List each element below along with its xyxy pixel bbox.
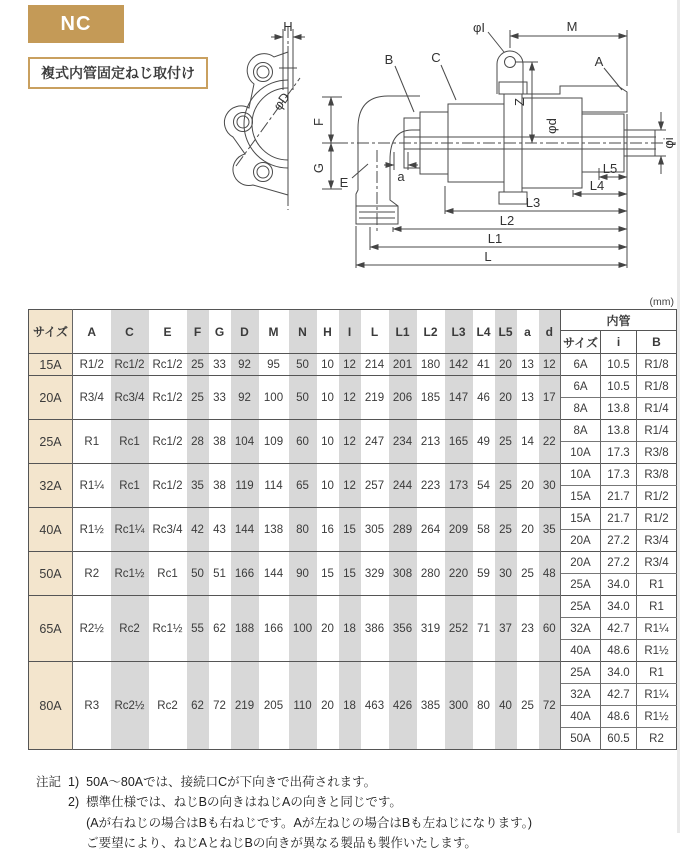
inner-size-cell: 10A	[561, 464, 601, 486]
table-cell: 100	[259, 376, 289, 420]
table-cell: 214	[361, 354, 389, 376]
dim-label-e: E	[339, 175, 349, 190]
table-cell: 25	[517, 552, 539, 596]
table-cell: 41	[473, 354, 495, 376]
table-cell: 110	[289, 662, 317, 750]
col-header-size: サイズ	[29, 310, 73, 354]
dim-label-l: L	[484, 249, 492, 264]
table-cell: 426	[389, 662, 417, 750]
table-cell: 20	[495, 354, 517, 376]
table-cell: 80	[473, 662, 495, 750]
table-cell: 252	[445, 596, 473, 662]
table-cell: 308	[389, 552, 417, 596]
note-lines	[86, 792, 532, 853]
table-cell: 173	[445, 464, 473, 508]
inner-size-cell: 6A	[561, 354, 601, 376]
table-row	[29, 420, 677, 442]
table-cell: 25	[495, 420, 517, 464]
table-cell: 49	[473, 420, 495, 464]
table-cell: R1	[73, 420, 111, 464]
main-sectional-view	[336, 51, 676, 232]
table-cell: 12	[339, 420, 361, 464]
table-cell: 60	[539, 596, 561, 662]
row-size-cell: 80A	[29, 662, 73, 750]
col-header-A: A	[73, 310, 111, 354]
table-cell: 50	[289, 354, 317, 376]
table-cell: R3/4	[637, 552, 677, 574]
table-cell: R1/8	[637, 376, 677, 398]
table-cell: 12	[539, 354, 561, 376]
table-cell: 147	[445, 376, 473, 420]
row-size-cell: 25A	[29, 420, 73, 464]
table-cell: Rc2	[111, 596, 149, 662]
table-cell: 34.0	[601, 596, 637, 618]
table-cell: Rc1	[149, 552, 187, 596]
table-cell: 10	[317, 464, 339, 508]
dim-label-phi-d-shaft: φd	[544, 118, 559, 134]
table-cell: 244	[389, 464, 417, 508]
col-header-M: M	[259, 310, 289, 354]
dim-label-phi-i-lug: φI	[472, 20, 486, 35]
table-row	[29, 552, 677, 574]
note-lines	[86, 772, 376, 792]
table-cell: Rc1	[111, 420, 149, 464]
notes-prefix: 注記	[36, 775, 62, 789]
table-cell: Rc1/2	[149, 420, 187, 464]
table-cell: 12	[339, 464, 361, 508]
table-cell: 27.2	[601, 530, 637, 552]
inner-size-cell: 32A	[561, 618, 601, 640]
table-cell: 20	[495, 376, 517, 420]
table-cell: Rc1/2	[149, 376, 187, 420]
table-cell: 46	[473, 376, 495, 420]
col-header-d: d	[539, 310, 561, 354]
table-cell: 92	[231, 376, 259, 420]
table-cell: 51	[209, 552, 231, 596]
inner-pipe-group-header: 内管	[561, 310, 677, 331]
table-cell: Rc1	[111, 464, 149, 508]
col-header-G: G	[209, 310, 231, 354]
col-header-L5: L5	[495, 310, 517, 354]
table-cell: Rc3/4	[149, 508, 187, 552]
table-cell: R3/4	[73, 376, 111, 420]
inner-col-header-i: i	[601, 331, 637, 354]
table-cell: 48.6	[601, 706, 637, 728]
table-cell: 463	[361, 662, 389, 750]
table-cell: 35	[187, 464, 209, 508]
row-size-cell: 50A	[29, 552, 73, 596]
table-cell: 20	[317, 662, 339, 750]
note-number: 1)	[68, 775, 80, 789]
inner-size-cell: 40A	[561, 640, 601, 662]
table-cell: R1¼	[637, 684, 677, 706]
table-cell: R1¼	[73, 464, 111, 508]
table-cell: R1/4	[637, 398, 677, 420]
table-cell: R1½	[637, 640, 677, 662]
inner-size-cell: 15A	[561, 486, 601, 508]
table-cell: 220	[445, 552, 473, 596]
table-cell: R2½	[73, 596, 111, 662]
col-header-F: F	[187, 310, 209, 354]
table-cell: 65	[289, 464, 317, 508]
table-cell: 17.3	[601, 464, 637, 486]
inner-size-cell: 25A	[561, 662, 601, 684]
table-cell: 30	[539, 464, 561, 508]
table-cell: 21.7	[601, 486, 637, 508]
series-code-badge: NC	[28, 5, 124, 43]
table-cell: Rc1½	[111, 552, 149, 596]
table-cell: R3/4	[637, 530, 677, 552]
table-cell: R1/2	[637, 486, 677, 508]
table-cell: R2	[73, 552, 111, 596]
spec-table	[28, 309, 677, 750]
note-line: (Aが右ねじの場合はBも右ねじです。Aが左ねじの場合はBも左ねじになります。)	[86, 815, 533, 830]
table-cell: 319	[417, 596, 445, 662]
table-cell: 185	[417, 376, 445, 420]
table-cell: 40	[495, 662, 517, 750]
table-cell: R3	[73, 662, 111, 750]
col-header-a: a	[517, 310, 539, 354]
table-cell: 35	[539, 508, 561, 552]
table-cell: 33	[209, 376, 231, 420]
col-header-L3: L3	[445, 310, 473, 354]
table-cell: 54	[473, 464, 495, 508]
table-cell: Rc2½	[111, 662, 149, 750]
table-cell: 18	[339, 596, 361, 662]
col-header-N: N	[289, 310, 317, 354]
unit-label: (mm)	[649, 296, 674, 308]
table-row	[29, 596, 677, 618]
inner-size-cell: 32A	[561, 684, 601, 706]
table-cell: 34.0	[601, 574, 637, 596]
table-cell: 356	[389, 596, 417, 662]
table-cell: 21.7	[601, 508, 637, 530]
dim-label-h: H	[283, 19, 293, 34]
dimension-table-section	[28, 296, 676, 750]
table-cell: 386	[361, 596, 389, 662]
table-cell: 60	[289, 420, 317, 464]
table-cell: 38	[209, 420, 231, 464]
table-cell: 48	[539, 552, 561, 596]
dim-label-z: Z	[512, 98, 527, 106]
table-cell: 219	[231, 662, 259, 750]
table-cell: R2	[637, 728, 677, 750]
table-cell: 14	[517, 420, 539, 464]
table-cell: 25	[187, 376, 209, 420]
table-cell: 201	[389, 354, 417, 376]
table-cell: R1/4	[637, 420, 677, 442]
spec-table-body	[29, 354, 677, 750]
table-cell: 62	[187, 662, 209, 750]
col-header-L2: L2	[417, 310, 445, 354]
table-cell: 28	[187, 420, 209, 464]
dim-label-l2: L2	[499, 213, 515, 228]
table-cell: 90	[289, 552, 317, 596]
table-cell: 12	[339, 376, 361, 420]
col-header-D: D	[231, 310, 259, 354]
table-cell: 25	[495, 464, 517, 508]
col-header-L: L	[361, 310, 389, 354]
table-cell: Rc3/4	[111, 376, 149, 420]
table-cell: 114	[259, 464, 289, 508]
inner-col-header-size: サイズ	[561, 331, 601, 354]
table-cell: 92	[231, 354, 259, 376]
table-cell: 142	[445, 354, 473, 376]
table-cell: 144	[259, 552, 289, 596]
table-cell: 264	[417, 508, 445, 552]
table-cell: 15	[339, 508, 361, 552]
table-cell: 13.8	[601, 398, 637, 420]
row-size-cell: 32A	[29, 464, 73, 508]
col-header-L1: L1	[389, 310, 417, 354]
table-cell: 144	[231, 508, 259, 552]
table-cell: 329	[361, 552, 389, 596]
table-cell: 300	[445, 662, 473, 750]
dim-label-l4: L4	[589, 178, 605, 193]
table-cell: 138	[259, 508, 289, 552]
row-size-cell: 40A	[29, 508, 73, 552]
dim-label-phi-i-shaft: φi	[661, 137, 676, 149]
col-header-E: E	[149, 310, 187, 354]
table-cell: 22	[539, 420, 561, 464]
note-number: 2)	[68, 795, 80, 810]
table-cell: 12	[339, 354, 361, 376]
page-header-area	[0, 0, 680, 294]
inner-size-cell: 10A	[561, 442, 601, 464]
table-cell: 23	[517, 596, 539, 662]
table-cell: 33	[209, 354, 231, 376]
table-cell: Rc1¼	[111, 508, 149, 552]
table-cell: 166	[231, 552, 259, 596]
dim-label-m: M	[566, 19, 578, 34]
table-cell: 10.5	[601, 354, 637, 376]
table-cell: 234	[389, 420, 417, 464]
dim-label-l3: L3	[525, 195, 541, 210]
table-row	[29, 464, 677, 486]
table-cell: 27.2	[601, 552, 637, 574]
table-cell: 25	[517, 662, 539, 750]
dim-label-g: G	[311, 162, 326, 174]
table-cell: R1½	[73, 508, 111, 552]
table-cell: 71	[473, 596, 495, 662]
dim-label-c: C	[431, 50, 441, 65]
table-cell: 60.5	[601, 728, 637, 750]
table-cell: 50	[289, 376, 317, 420]
table-cell: R1	[637, 662, 677, 684]
table-cell: 13	[517, 376, 539, 420]
dim-label-l1: L1	[487, 231, 503, 246]
table-cell: 80	[289, 508, 317, 552]
table-cell: 16	[317, 508, 339, 552]
table-cell: 30	[495, 552, 517, 596]
note-line: 50A〜80Aでは、接続口Cが下向きで出荷されます。	[86, 775, 377, 789]
spec-table-head	[29, 310, 677, 354]
table-cell: 109	[259, 420, 289, 464]
table-cell: R3/8	[637, 464, 677, 486]
table-cell: 13.8	[601, 420, 637, 442]
table-cell: 15	[317, 552, 339, 596]
table-row	[29, 508, 677, 530]
table-cell: 59	[473, 552, 495, 596]
table-cell: Rc1/2	[149, 354, 187, 376]
table-cell: 213	[417, 420, 445, 464]
dim-label-f: F	[311, 118, 326, 126]
technical-drawing	[0, 0, 680, 294]
table-cell: R1¼	[637, 618, 677, 640]
table-cell: 17	[539, 376, 561, 420]
row-size-cell: 20A	[29, 376, 73, 420]
table-cell: 25	[495, 508, 517, 552]
table-cell: 55	[187, 596, 209, 662]
table-cell: 100	[289, 596, 317, 662]
table-cell: 385	[417, 662, 445, 750]
table-cell: Rc1/2	[149, 464, 187, 508]
inner-size-cell: 50A	[561, 728, 601, 750]
table-cell: R1½	[637, 706, 677, 728]
table-cell: 42.7	[601, 618, 637, 640]
table-cell: 95	[259, 354, 289, 376]
table-cell: 165	[445, 420, 473, 464]
table-cell: 25	[187, 354, 209, 376]
table-cell: 119	[231, 464, 259, 508]
table-cell: Rc1/2	[111, 354, 149, 376]
table-cell: 223	[417, 464, 445, 508]
mounting-type-label: 複式内管固定ねじ取付け	[28, 57, 208, 89]
table-cell: 20	[317, 596, 339, 662]
inner-size-cell: 8A	[561, 398, 601, 420]
table-cell: 62	[209, 596, 231, 662]
table-cell: R1/2	[73, 354, 111, 376]
table-cell: 205	[259, 662, 289, 750]
table-row	[29, 354, 677, 376]
table-cell: 15	[339, 552, 361, 596]
table-cell: R1/2	[637, 508, 677, 530]
dim-label-phi-d-flange: φD	[270, 89, 293, 113]
inner-size-cell: 25A	[561, 574, 601, 596]
table-cell: Rc2	[149, 662, 187, 750]
table-cell: 10	[317, 354, 339, 376]
table-cell: R1	[637, 574, 677, 596]
dim-label-l5: L5	[602, 161, 618, 176]
table-cell: 34.0	[601, 662, 637, 684]
table-cell: 72	[209, 662, 231, 750]
flange-side-view	[224, 26, 305, 210]
table-cell: 206	[389, 376, 417, 420]
table-cell: 10.5	[601, 376, 637, 398]
notes-items	[68, 772, 532, 853]
table-cell: R1/8	[637, 354, 677, 376]
table-row	[29, 662, 677, 684]
inner-size-cell: 15A	[561, 508, 601, 530]
dim-label-a: a	[397, 169, 405, 184]
table-cell: 10	[317, 376, 339, 420]
notes-block	[36, 772, 680, 853]
table-cell: R1	[637, 596, 677, 618]
table-cell: 180	[417, 354, 445, 376]
inner-size-cell: 20A	[561, 552, 601, 574]
col-header-C: C	[111, 310, 149, 354]
table-cell: 43	[209, 508, 231, 552]
row-size-cell: 65A	[29, 596, 73, 662]
table-cell: 58	[473, 508, 495, 552]
table-cell: 104	[231, 420, 259, 464]
col-header-I: I	[339, 310, 361, 354]
table-cell: 209	[445, 508, 473, 552]
table-cell: 18	[339, 662, 361, 750]
table-cell: 72	[539, 662, 561, 750]
table-cell: 37	[495, 596, 517, 662]
table-cell: 50	[187, 552, 209, 596]
table-cell: 20	[517, 508, 539, 552]
table-cell: 42.7	[601, 684, 637, 706]
table-cell: 280	[417, 552, 445, 596]
table-cell: 188	[231, 596, 259, 662]
inner-size-cell: 25A	[561, 596, 601, 618]
inner-size-cell: 40A	[561, 706, 601, 728]
table-cell: 257	[361, 464, 389, 508]
table-cell: 247	[361, 420, 389, 464]
table-cell: 17.3	[601, 442, 637, 464]
table-cell: 289	[389, 508, 417, 552]
note-line: ご要望により、ねじAとねじBの向きが異なる製品も製作いたします。	[86, 835, 477, 850]
inner-col-header-B: B	[637, 331, 677, 354]
note-line: 標準仕様では、ねじBの向きはねじAの向きと同じです。	[86, 795, 402, 810]
table-cell: 13	[517, 354, 539, 376]
table-cell: 20	[517, 464, 539, 508]
a-dimension	[384, 152, 418, 170]
note-item-1	[68, 772, 532, 792]
table-cell: 42	[187, 508, 209, 552]
inner-size-cell: 8A	[561, 420, 601, 442]
table-cell: Rc1½	[149, 596, 187, 662]
note-item-2	[68, 792, 532, 853]
inner-size-cell: 20A	[561, 530, 601, 552]
dim-label-b: B	[384, 52, 394, 67]
table-cell: R3/8	[637, 442, 677, 464]
table-cell: 48.6	[601, 640, 637, 662]
col-header-H: H	[317, 310, 339, 354]
table-cell: 10	[317, 420, 339, 464]
table-cell: 305	[361, 508, 389, 552]
table-cell: 38	[209, 464, 231, 508]
table-cell: 219	[361, 376, 389, 420]
inner-size-cell: 6A	[561, 376, 601, 398]
table-cell: 166	[259, 596, 289, 662]
table-row	[29, 376, 677, 398]
dim-label-a-thread: A	[594, 54, 604, 69]
row-size-cell: 15A	[29, 354, 73, 376]
col-header-L4: L4	[473, 310, 495, 354]
